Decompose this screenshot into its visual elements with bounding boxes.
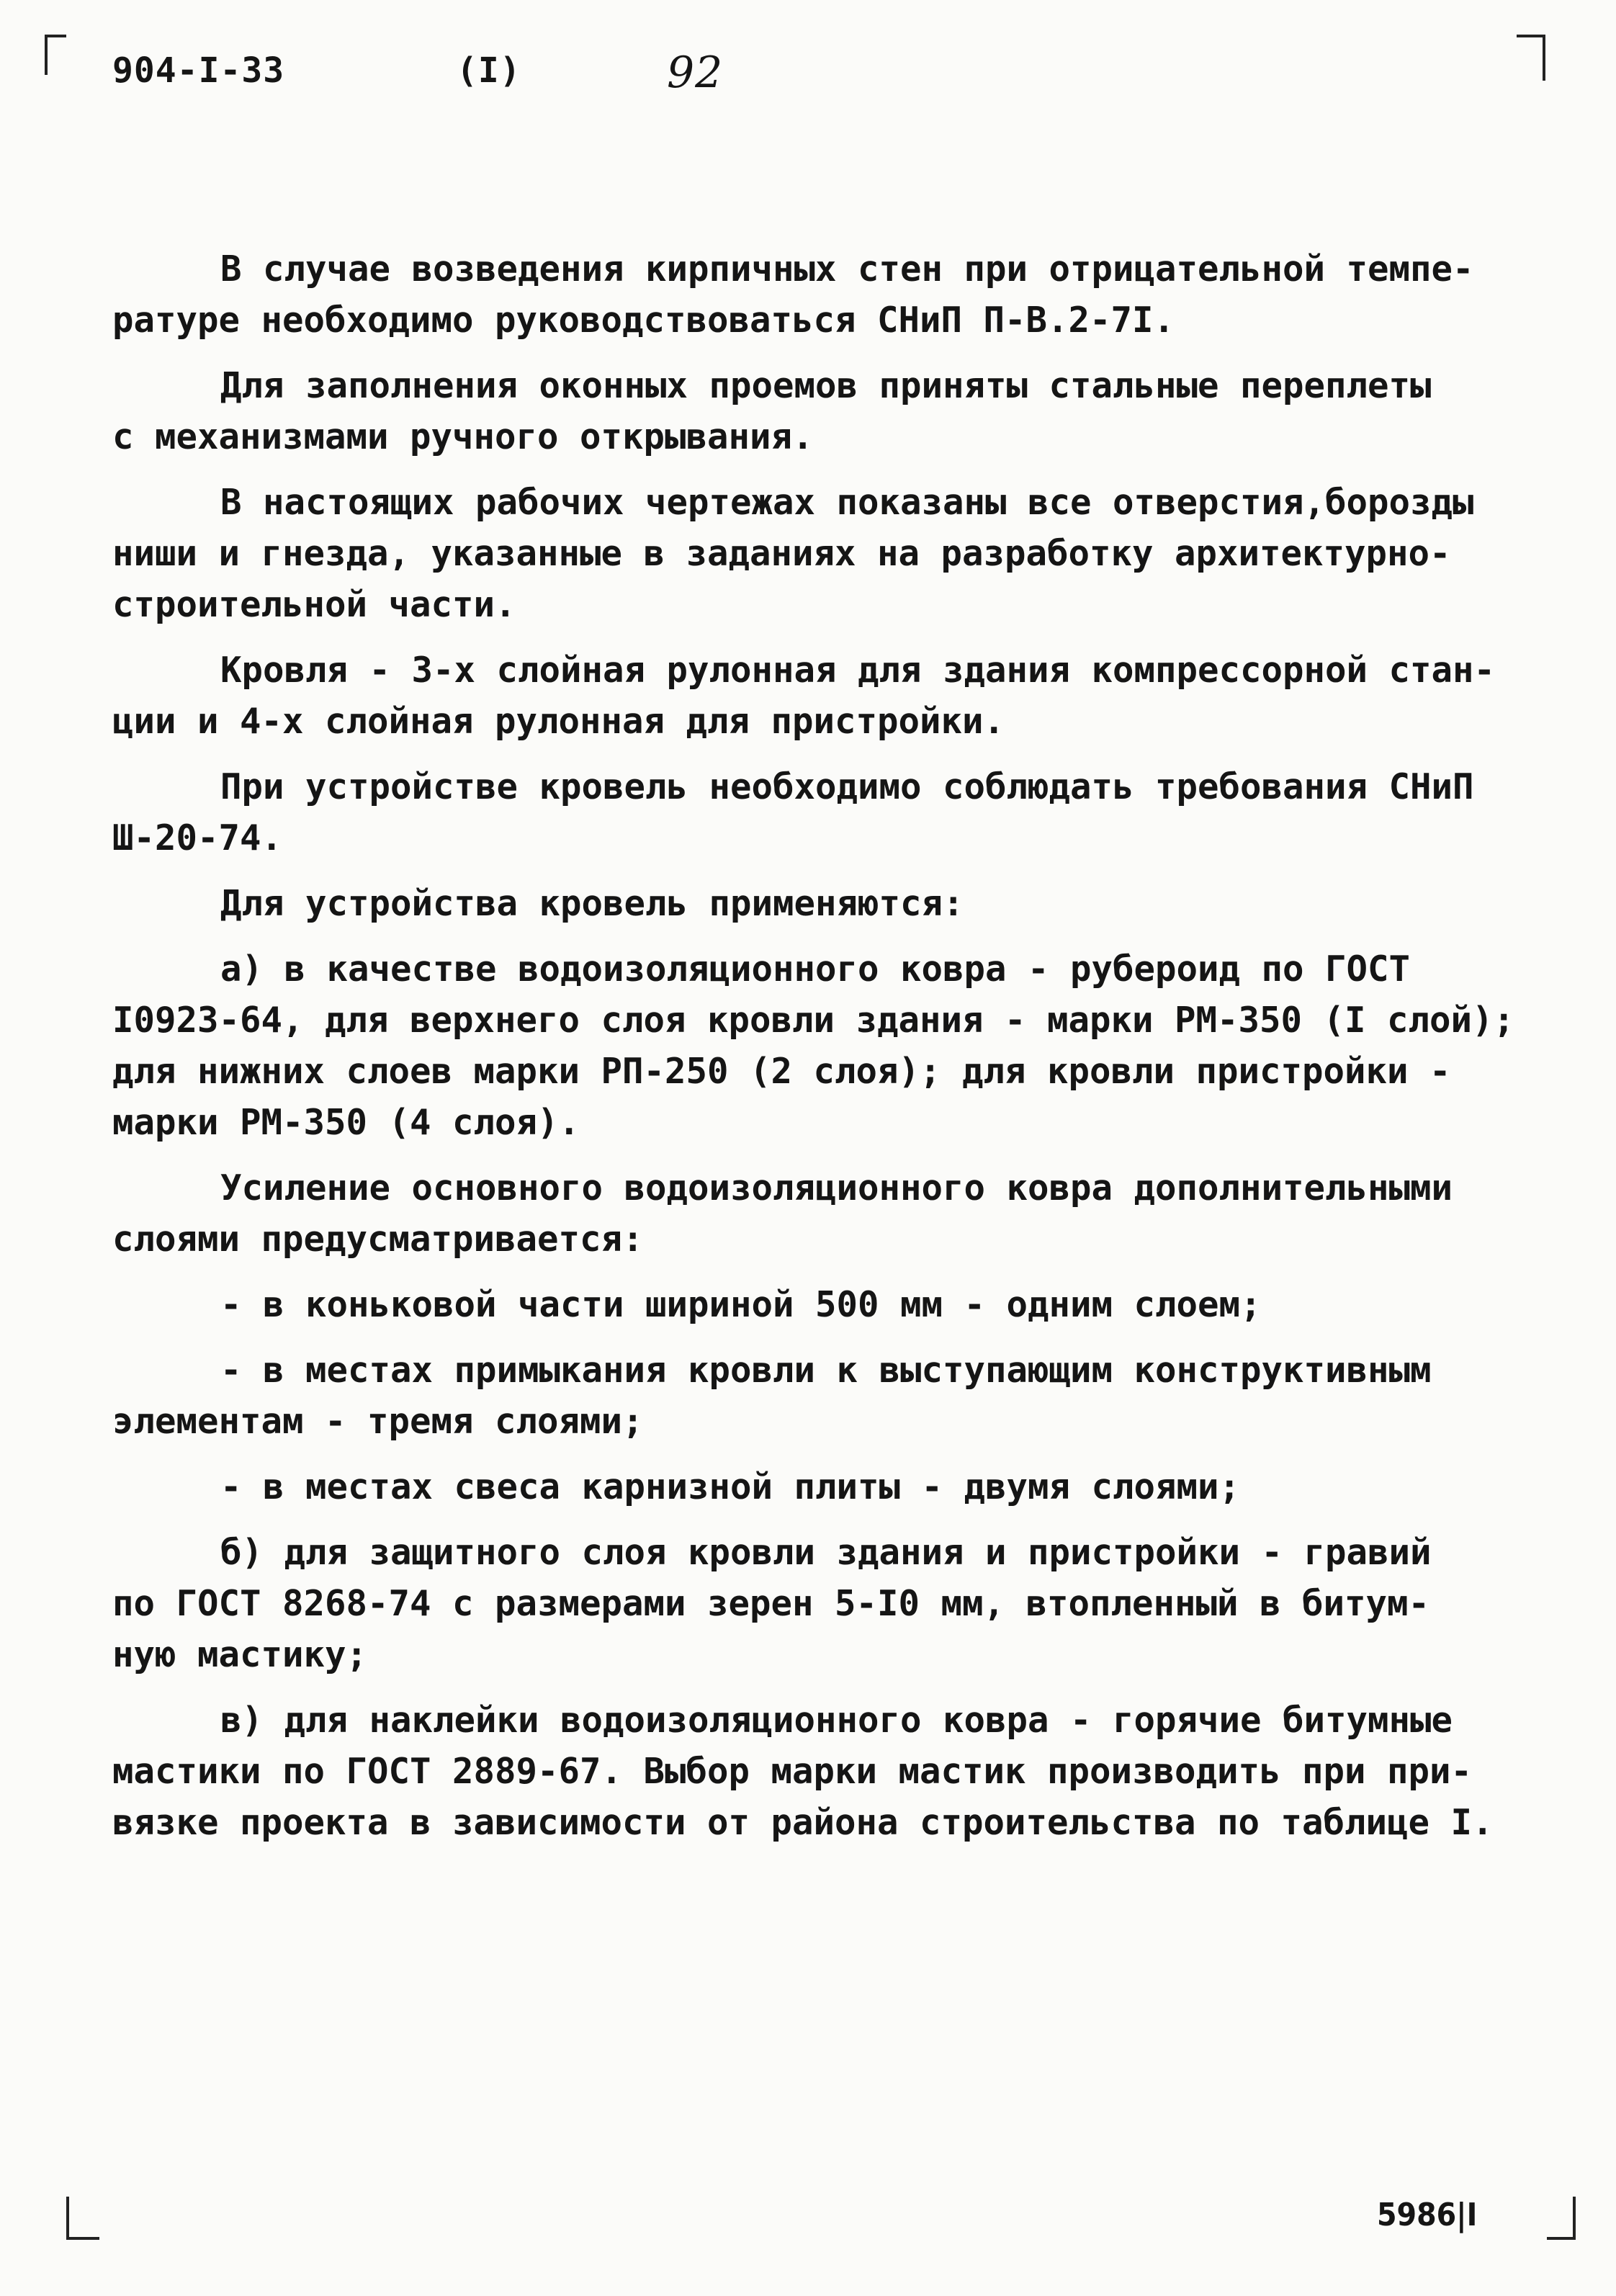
- crop-mark-bottom-right: [1547, 2197, 1576, 2240]
- list-item-v-mastic: в) для наклейки водоизоляционного ковра - горячие битумные мастики по ГОСТ 2889-67. Выбор марки мастик производить при при- вязке проекта в зависимости от района строительства по таблице I.: [112, 1700, 1494, 1843]
- crop-mark-top-right: [1517, 35, 1545, 81]
- list-item-abutments: - в местах примыкания кровли к выступающим конструктивным элементам - тремя слоями;: [112, 1350, 1432, 1442]
- document-code: 904-I-33: [112, 50, 285, 91]
- list-item-a-waterproofing: а) в качестве водоизоляционного ковра - рубероид по ГОСТ I0923-64, для верхнего слоя кровли здания - марки РМ-350 (I слой); для нижних слоев марки РП-250 (2 слоя); для кровли пристройки - марки РМ-350 (4 слоя).: [112, 949, 1515, 1143]
- paragraph-roof-requirements: При устройстве кровель необходимо соблюдать требования СНиП Ш-20-74.: [112, 766, 1474, 858]
- paragraph-openings: В настоящих рабочих чертежах показаны все отверстия,борозды ниши и гнезда, указанные в заданиях на разработку архитектурно- строительной части.: [112, 482, 1474, 625]
- paragraph-brick-walls: В случае возведения кирпичных стен при отрицательной темпе- ратуре необходимо руководствоваться СНиП П-В.2-7I.: [112, 248, 1474, 341]
- volume-number: (I): [457, 50, 521, 91]
- archive-stamp: 5986|I: [1377, 2197, 1478, 2233]
- paragraph-roof-materials-intro: Для устройства кровель применяются:: [220, 883, 964, 924]
- page-number: 92: [667, 48, 724, 98]
- crop-mark-bottom-left: [66, 2197, 99, 2240]
- paragraph-roofing: Кровля - 3-х слойная рулонная для здания компрессорной стан- ции и 4-х слойная рулонная для пристройки.: [112, 650, 1496, 742]
- document-body: [112, 243, 1517, 1862]
- list-item-eaves: - в местах свеса карнизной плиты - двумя слоями;: [220, 1466, 1241, 1507]
- crop-mark-top-left: [45, 35, 66, 75]
- paragraph-reinforcement: Усиление основного водоизоляционного ковра дополнительными слоями предусматривается:: [112, 1167, 1453, 1260]
- list-item-ridge: - в коньковой части шириной 500 мм - одним слоем;: [220, 1284, 1262, 1325]
- paragraph-window-frames: Для заполнения оконных проемов приняты стальные переплеты с механизмами ручного открывания.: [112, 365, 1432, 457]
- list-item-b-gravel: б) для защитного слоя кровли здания и пристройки - гравий по ГОСТ 8268-74 с размерами зерен 5-I0 мм, втопленный в битум- ную мастику;: [112, 1532, 1432, 1675]
